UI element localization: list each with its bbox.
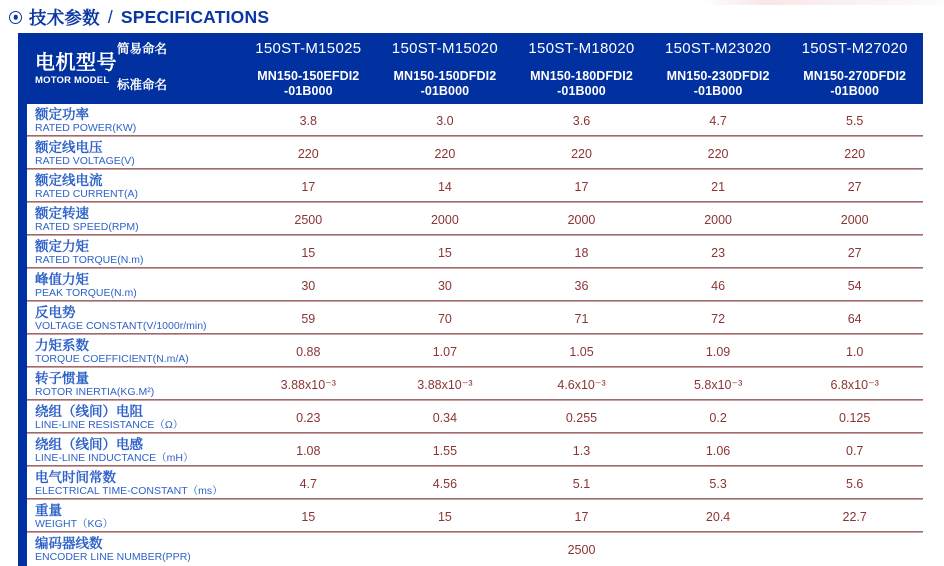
spec-label-en: RATED POWER(KW): [35, 122, 137, 134]
spec-value: 59: [301, 311, 316, 326]
spec-value: 5.6: [846, 476, 864, 491]
spec-value: 5.5: [846, 113, 864, 128]
spec-value: 2000: [840, 212, 869, 227]
spec-value: 15: [301, 245, 316, 260]
spec-label-zh: 额定功率: [35, 107, 89, 122]
page-title-zh: 技术参数: [29, 7, 100, 28]
spec-value: 54: [847, 278, 862, 293]
motor-model-label: [27, 33, 117, 104]
spec-value: 17: [574, 509, 589, 524]
spec-value: 20.4: [705, 509, 731, 524]
standard-name-label: 标准命名: [117, 77, 168, 92]
model-simple-name: 150ST-M27020: [801, 39, 908, 57]
model-simple-name: 150ST-M15025: [255, 39, 362, 57]
spec-value: 4.7: [299, 476, 317, 491]
spec-value: 64: [847, 311, 862, 326]
table-row: [27, 500, 923, 533]
model-column-header: [650, 33, 787, 104]
spec-value: 220: [707, 146, 729, 161]
spec-label: [27, 173, 240, 200]
spec-value: 0.2: [709, 410, 727, 425]
model-standard-line2: -01B000: [557, 83, 606, 98]
model-column-header: [377, 33, 514, 104]
simple-name-label: 简易命名: [117, 42, 168, 56]
specifications-table: [18, 33, 923, 566]
table-row: [27, 368, 923, 401]
spec-label: [27, 371, 240, 398]
motor-model-label-zh: 电机型号: [35, 51, 117, 74]
motor-model-label-en: MOTOR MODEL: [35, 74, 110, 86]
spec-value: 27: [847, 245, 862, 260]
spec-label-en: RATED TORQUE(N.m): [35, 254, 144, 266]
spec-label-en: LINE-LINE RESISTANCE（Ω）: [35, 419, 184, 431]
spec-value: 21: [711, 179, 726, 194]
spec-label-zh: 绕组（线间）电阻: [35, 404, 143, 419]
spec-label-zh: 重量: [35, 503, 62, 518]
page-title: [9, 5, 269, 29]
spec-label: [27, 206, 240, 233]
model-standard-line2: -01B000: [420, 83, 470, 98]
spec-label-zh: 电气时间常数: [35, 470, 116, 485]
spec-value: 14: [437, 179, 452, 194]
model-standard-name: [513, 63, 650, 104]
table-row: [27, 467, 923, 500]
spec-value: 0.7: [846, 443, 864, 458]
table-row: [27, 236, 923, 269]
spec-label-zh: 额定线电压: [35, 140, 103, 155]
spec-value: 1.06: [705, 443, 731, 458]
model-standard-line1: MN150-150EFDI2: [257, 69, 360, 83]
spec-value: 27: [847, 179, 862, 194]
spec-label-en: RATED CURRENT(A): [35, 188, 139, 200]
model-column-header: [786, 33, 923, 104]
spec-label: [27, 470, 240, 497]
spec-label-en: LINE-LINE INDUCTANCE（mH）: [35, 452, 194, 464]
model-standard-line1: MN150-270DFDI2: [803, 69, 907, 83]
spec-value: 220: [571, 146, 592, 161]
spec-value: 5.8x10⁻³: [693, 378, 743, 392]
spec-value: 6.8x10⁻³: [830, 378, 879, 392]
spec-value: 4.6x10⁻³: [557, 378, 606, 392]
spec-value: 2000: [430, 212, 459, 227]
spec-value: 220: [844, 146, 866, 161]
page-title-en: SPECIFICATIONS: [120, 6, 270, 27]
spec-value: 0.255: [565, 410, 598, 425]
spec-value: 3.88x10⁻³: [280, 378, 336, 392]
table-row-encoder: [27, 533, 923, 566]
spec-label: [27, 107, 240, 134]
table-row: [27, 335, 923, 368]
spec-label-en: TORQUE COEFFICIENT(N.m/A): [35, 353, 189, 365]
spec-value: 4.56: [432, 476, 458, 491]
spec-value: 3.8: [299, 113, 317, 128]
spec-label: [27, 239, 240, 266]
spec-label: [27, 503, 240, 530]
table-row: [27, 137, 923, 170]
spec-value: 1.0: [846, 344, 864, 359]
spec-value: 71: [574, 311, 589, 326]
model-standard-name: [786, 63, 923, 104]
spec-label-en: ELECTRICAL TIME-CONSTANT（ms）: [35, 485, 223, 497]
table-row: [27, 203, 923, 236]
spec-value: 0.34: [432, 410, 458, 425]
spec-label-zh: 额定力矩: [35, 239, 89, 254]
spec-value: 30: [301, 278, 316, 293]
spec-label-en: VOLTAGE CONSTANT(V/1000r/min): [35, 320, 207, 332]
spec-label-en: PEAK TORQUE(N.m): [35, 287, 137, 299]
spec-label-en: ROTOR INERTIA(KG.M²): [35, 386, 155, 398]
spec-label-zh: 绕组（线间）电感: [35, 437, 143, 452]
table-header: [27, 33, 923, 104]
model-simple-name: 150ST-M23020: [665, 39, 772, 57]
spec-label-en: ENCODER LINE NUMBER(PPR): [35, 551, 191, 563]
page-title-separator: /: [107, 6, 113, 27]
spec-value: 220: [434, 146, 456, 161]
spec-label: [27, 140, 240, 167]
spec-value: 15: [437, 245, 452, 260]
spec-value: 1.3: [572, 443, 591, 458]
spec-value: 1.09: [705, 344, 731, 359]
spec-label: [27, 437, 240, 464]
spec-value: 5.1: [572, 476, 591, 491]
model-standard-name: [240, 63, 377, 104]
spec-label-zh: 额定线电流: [35, 173, 103, 188]
spec-label-en: WEIGHT（KG）: [35, 518, 114, 530]
spec-label-zh: 力矩系数: [35, 338, 89, 353]
model-column-header: [240, 33, 377, 104]
spec-label-en: RATED SPEED(RPM): [35, 221, 139, 233]
table-row: [27, 401, 923, 434]
spec-value: 3.0: [436, 113, 454, 128]
spec-value: 0.88: [296, 344, 321, 359]
spec-value: 2500: [294, 212, 323, 227]
model-standard-line1: MN150-150DFDI2: [393, 69, 497, 83]
spec-label-en: RATED VOLTAGE(V): [35, 155, 135, 167]
spec-value: 3.6: [572, 113, 591, 128]
model-standard-line2: -01B000: [693, 83, 743, 98]
model-standard-name: [377, 63, 514, 104]
spec-value: 17: [301, 179, 316, 194]
table-row: [27, 302, 923, 335]
spec-label-zh: 额定转速: [35, 206, 89, 221]
table-row: [27, 104, 923, 137]
spec-value: 70: [437, 311, 452, 326]
model-standard-line2: -01B000: [830, 83, 880, 98]
table-row: [27, 434, 923, 467]
spec-value: 46: [711, 278, 726, 293]
table-row: [27, 170, 923, 203]
spec-value: 0.125: [839, 410, 871, 425]
spec-value: 4.7: [709, 113, 727, 128]
spec-value-merged: 2500: [567, 542, 596, 557]
spec-value: 0.23: [296, 410, 321, 425]
spec-value: 1.07: [432, 344, 458, 359]
spec-label: [27, 404, 240, 431]
model-standard-name: [650, 63, 787, 104]
spec-value: 30: [437, 278, 452, 293]
model-standard-line1: MN150-230DFDI2: [666, 69, 770, 83]
spec-value: 1.08: [296, 443, 321, 458]
spec-value: 3.88x10⁻³: [417, 378, 473, 392]
spec-label: [27, 305, 240, 332]
spec-value: 15: [301, 509, 316, 524]
spec-label-zh: 转子惯量: [35, 371, 89, 386]
spec-value: 1.05: [569, 344, 594, 359]
model-simple-name: 150ST-M15020: [391, 39, 498, 57]
spec-value: 72: [711, 311, 726, 326]
spec-value: 5.3: [709, 476, 727, 491]
spec-label-zh: 反电势: [35, 305, 76, 320]
motor-model-header-cell: [27, 33, 240, 104]
model-simple-name: 150ST-M18020: [528, 39, 635, 57]
spec-label-zh: 编码器线数: [35, 536, 103, 551]
spec-value: 1.55: [432, 443, 458, 458]
spec-value: 15: [437, 509, 452, 524]
spec-value: 220: [297, 146, 319, 161]
spec-label-zh: 峰值力矩: [35, 272, 89, 287]
table-row: [27, 269, 923, 302]
spec-value: 17: [574, 179, 589, 194]
spec-label: [27, 272, 240, 299]
model-standard-line2: -01B000: [283, 83, 333, 98]
spec-value: 23: [711, 245, 726, 260]
model-column-header: [513, 33, 650, 104]
spec-value: 18: [574, 245, 589, 260]
spec-value: 22.7: [842, 509, 867, 524]
spec-value: 2000: [567, 212, 596, 227]
top-edge-artifact: [703, 0, 944, 5]
naming-labels: [117, 33, 240, 104]
circled-dot-icon: [9, 11, 22, 24]
spec-value: 36: [574, 278, 589, 293]
spec-label: [27, 338, 240, 365]
spec-label: [27, 536, 240, 563]
model-standard-line1: MN150-180DFDI2: [530, 69, 633, 83]
spec-value: 2000: [704, 212, 732, 227]
